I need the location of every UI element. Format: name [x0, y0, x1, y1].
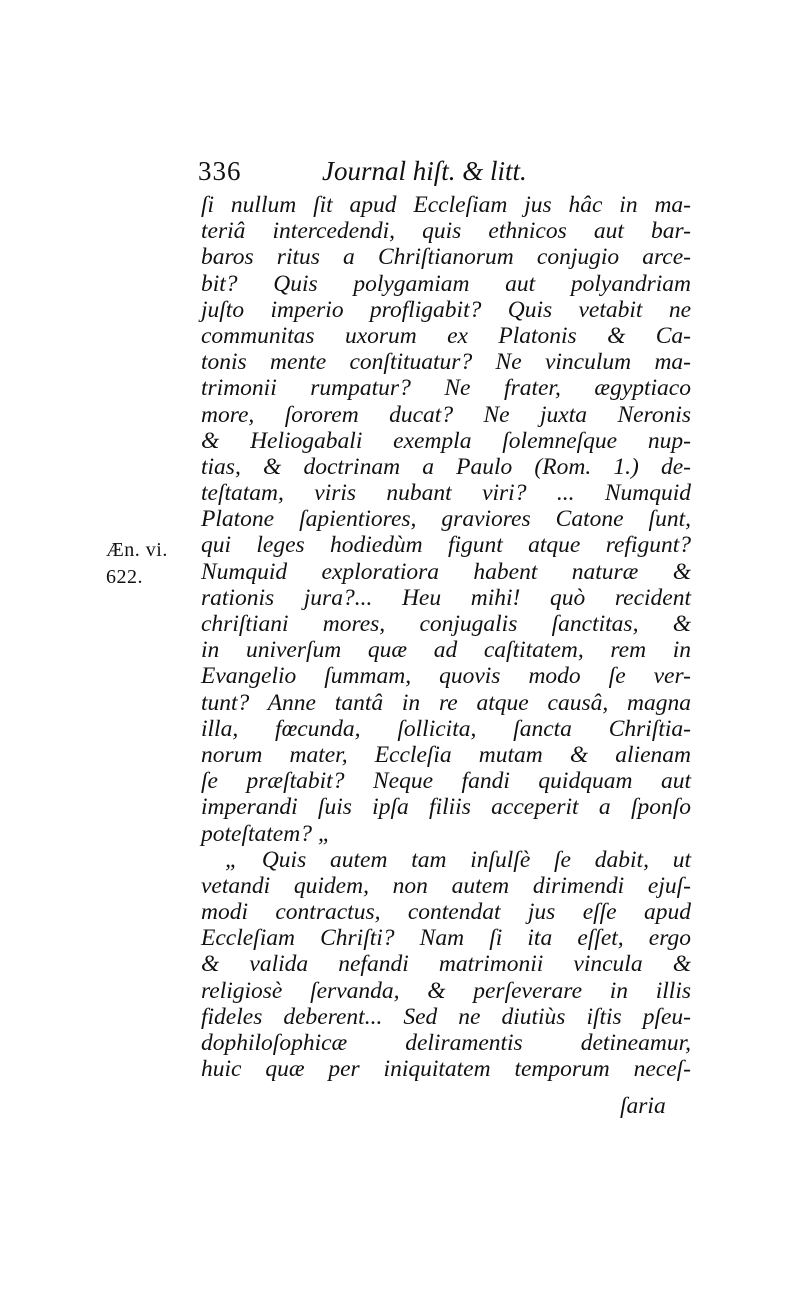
text-line: huic quæ per iniquitatem temporum neceſ- — [201, 1056, 691, 1083]
text-line: rationis jura?... Heu mihi! quò recident — [201, 584, 691, 611]
catchword: ſaria — [620, 1093, 666, 1119]
body-text — [201, 192, 691, 1082]
page-number: 336 — [198, 156, 242, 186]
text-line: communitas uxorum ex Platonis & Ca- — [201, 322, 691, 349]
text-line: more, ſororem ducat? Ne juxta Neronis — [201, 401, 691, 428]
text-line: norum mater, Eccleſia mutam & alienam — [201, 741, 691, 768]
text-line: Platone ſapientiores, graviores Catone ſunt, — [201, 506, 691, 533]
margin-note-line-number: 622. — [106, 566, 143, 588]
text-line: in univerſum quæ ad caſtitatem, rem in — [201, 637, 691, 664]
text-line: & valida nefandi matrimonii vincula & — [201, 951, 691, 978]
margin-note-reference: Æn. vi. — [106, 539, 168, 561]
text-line: fideles deberent... Sed ne diutiùs iſtis pſeu- — [201, 1003, 691, 1030]
text-line: illa, fœcunda, ſollicita, ſancta Chriſtia- — [201, 715, 691, 742]
text-line: vetandi quidem, non autem dirimendi ejuſ- — [201, 872, 691, 899]
text-line: religiosè ſervanda, & perſeverare in illis — [201, 977, 691, 1004]
text-line: ſi nullum ſit apud Eccleſiam jus hâc in ma- — [201, 192, 691, 218]
text-line: chriſtiani mores, conjugalis ſanctitas, & — [201, 611, 691, 637]
text-line: baros ritus a Chriſtianorum conjugio arce- — [201, 244, 691, 271]
text-line: poteſtatem? „ — [201, 820, 331, 847]
text-line: tonis mente conſtituatur? Ne vinculum ma- — [201, 349, 691, 376]
text-line: teſtatam, viris nubant viri? ... Numquid — [201, 480, 691, 507]
text-line: Numquid exploratiora habent naturæ & — [201, 558, 691, 585]
text-line: qui leges hodiedùm figunt atque refigunt? — [201, 532, 691, 559]
text-line: imperandi ſuis ipſa filiis acceperit a ſponſo — [201, 794, 691, 821]
text-line: modi contractus, contendat jus eſſe apud — [201, 899, 691, 926]
text-line: dophiloſophicæ deliramentis detineamur, — [201, 1030, 691, 1056]
text-line: bit? Quis polygamiam aut polyandriam — [201, 270, 691, 297]
page-header — [198, 156, 698, 190]
text-line: trimonii rumpatur? Ne frater, ægyptiaco — [201, 375, 691, 402]
text-line: Evangelio ſummam, quovis modo ſe ver- — [201, 663, 691, 690]
text-line: tunt? Anne tantâ in re atque causâ, magna — [201, 689, 691, 716]
text-line: „ Quis autem tam inſulſè ſe dabit, ut — [225, 846, 691, 873]
text-line: tias, & doctrinam a Paulo (Rom. 1.) de- — [201, 453, 691, 480]
text-line: ſe præſtabit? Neque fandi quidquam aut — [201, 768, 691, 795]
running-head: Journal hiſt. & litt. — [322, 156, 527, 186]
text-line: teriâ intercedendi, quis ethnicos aut bar- — [201, 218, 691, 245]
text-line: juſto imperio profligabit? Quis vetabit ne — [201, 296, 691, 323]
text-line: Eccleſiam Chriſti? Nam ſi ita eſſet, ergo — [201, 925, 691, 952]
text-line: & Heliogabali exempla ſolemneſque nup- — [201, 427, 691, 454]
